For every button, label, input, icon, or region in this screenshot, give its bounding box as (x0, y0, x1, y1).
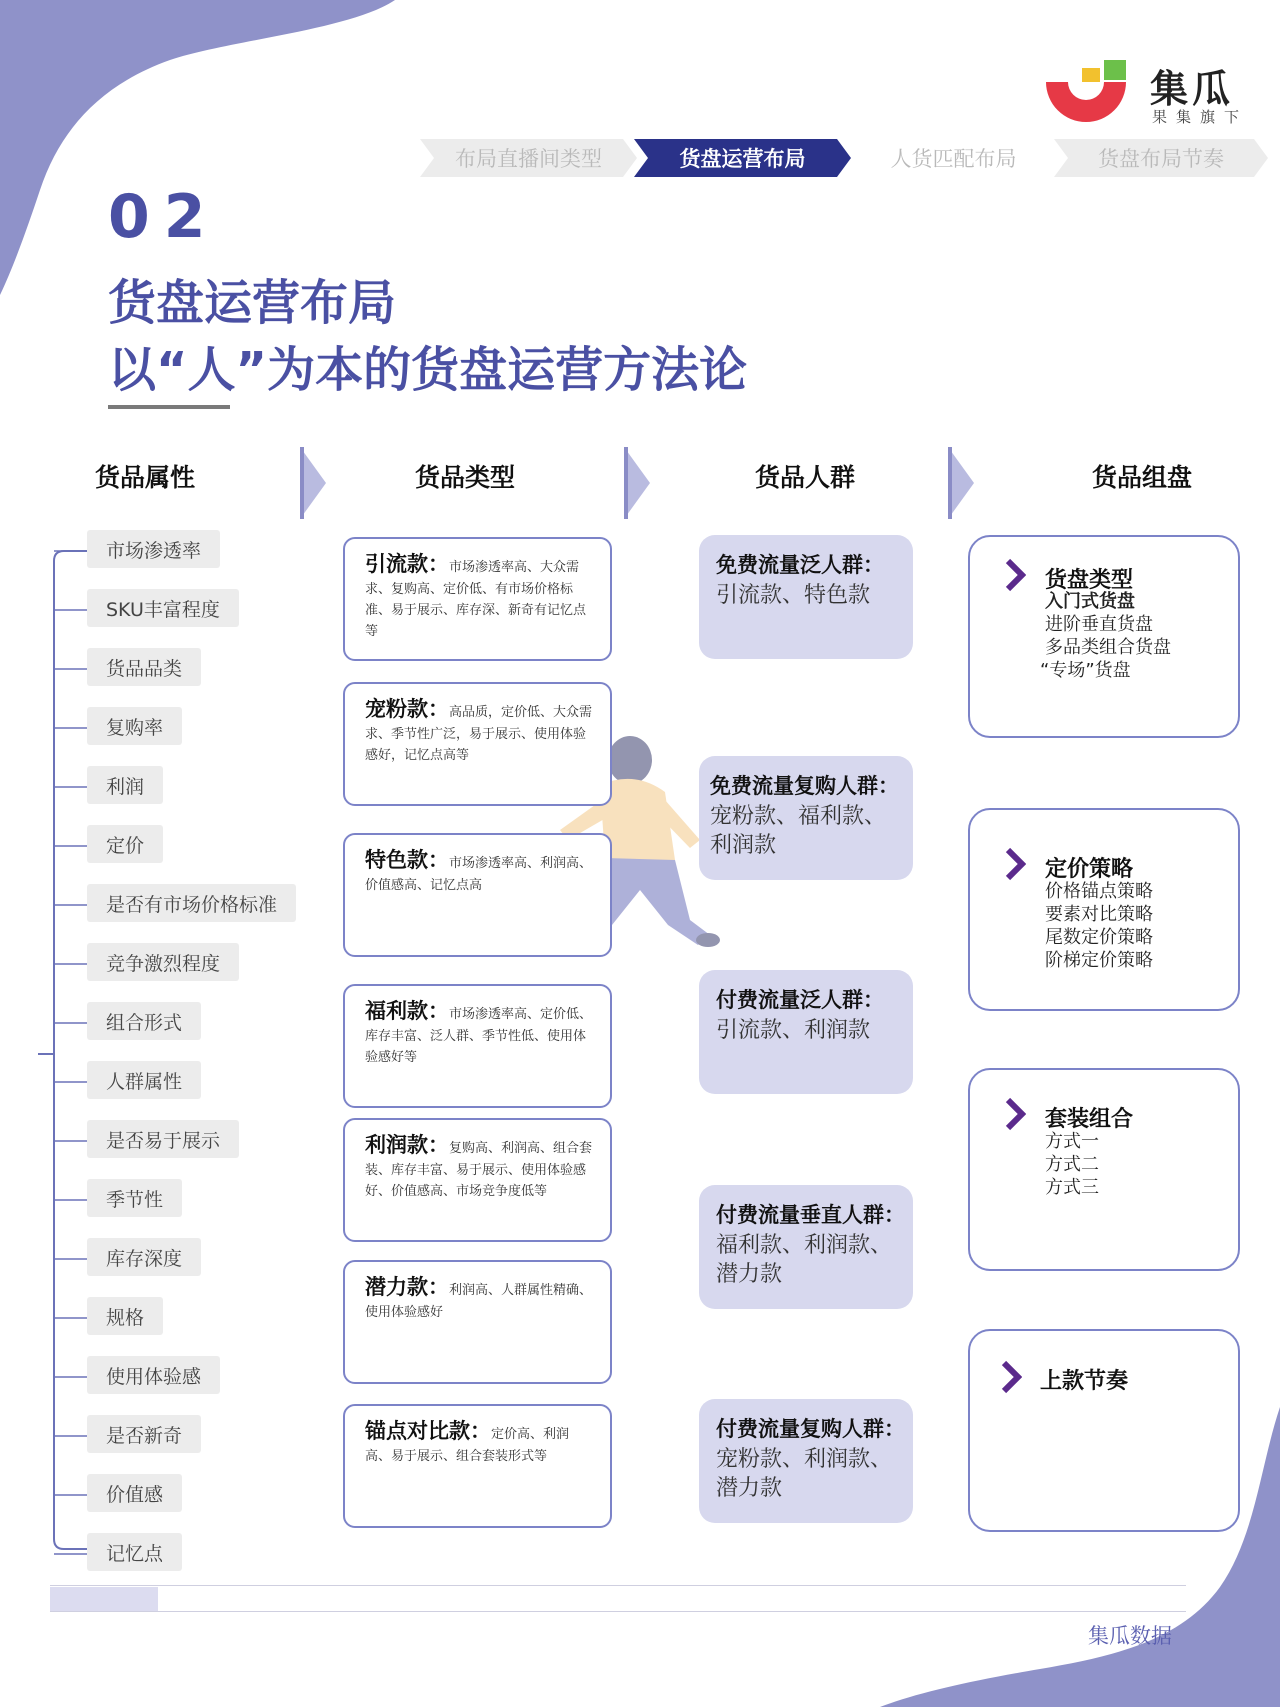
type-description: 利润高、人群属性精确、使用体验感好 (365, 1283, 593, 1320)
crowd-name: 付费流量复购人群： (716, 1417, 905, 1441)
crowd-name: 免费流量复购人群： (710, 774, 899, 798)
group-title: 货盘类型 (1045, 568, 1134, 593)
crowd-items: 引流款、特色款 (716, 583, 871, 608)
chevron-right-icon (1004, 846, 1026, 882)
attribute-item: 季节性 (87, 1179, 182, 1217)
type-name: 锚点对比款： (365, 1419, 491, 1443)
type-name: 潜力款： (365, 1275, 449, 1299)
attribute-item: 库存深度 (87, 1238, 201, 1276)
title-underline (108, 405, 230, 409)
crowd-name: 付费流量垂直人群： (716, 1203, 905, 1227)
type-card-anchor (343, 1404, 612, 1528)
attribute-item: 是否新奇 (87, 1415, 201, 1453)
column-arrow-icon (300, 447, 326, 519)
column-header-attributes: 货品属性 (94, 463, 195, 492)
group-item: 阶梯定价策略 (1045, 950, 1153, 971)
brand-logo-subtitle: 果集旗下 (1152, 108, 1249, 126)
group-item: 进阶垂直货盘 (1045, 614, 1153, 635)
group-card-launch-rhythm (968, 1329, 1240, 1532)
attribute-item: 组合形式 (87, 1002, 201, 1040)
group-title: 上款节奏 (1040, 1369, 1129, 1394)
crowd-name: 付费流量泛人群： (716, 988, 884, 1012)
tab-label: 货盘运营布局 (679, 147, 806, 171)
column-header-crowds: 货品人群 (754, 463, 855, 492)
column-header-types: 货品类型 (414, 463, 515, 492)
decorative-blob-top-left (0, 0, 420, 300)
attribute-tree-bracket (34, 540, 94, 1560)
attribute-item: 记忆点 (87, 1533, 182, 1571)
type-card-traffic (343, 537, 612, 661)
type-card-fan (343, 682, 612, 806)
tab-people-goods-match[interactable] (848, 139, 1059, 177)
type-name: 福利款： (365, 999, 449, 1023)
attribute-item: 是否有市场价格标准 (87, 884, 296, 922)
crowd-items: 福利款、利润款、潜力款 (716, 1233, 893, 1287)
attribute-item: 是否易于展示 (87, 1120, 239, 1158)
footer-divider (50, 1611, 1186, 1612)
attribute-item: 复购率 (87, 707, 182, 745)
chevron-right-icon (1000, 1359, 1022, 1395)
attribute-item: 规格 (87, 1297, 163, 1335)
type-description: 市场渗透率高、定价低、库存丰富、泛人群、季节性低、使用体验感好等 (365, 1007, 593, 1065)
page-title: 货盘运营布局 (108, 275, 397, 331)
group-item: 入门式货盘 (1045, 591, 1135, 612)
type-name: 宠粉款： (365, 697, 449, 721)
brand-logo-icon (1042, 58, 1130, 124)
attribute-item: 利润 (87, 766, 163, 804)
group-title: 定价策略 (1045, 857, 1134, 882)
type-card-welfare (343, 984, 612, 1108)
page-subtitle: 以“人”为本的货盘运营方法论 (108, 342, 748, 398)
crowd-card (699, 1185, 913, 1309)
attribute-item: 使用体验感 (87, 1356, 220, 1394)
section-number: 02 (108, 182, 220, 252)
tab-label: 布局直播间类型 (455, 147, 602, 171)
group-card-pricing (968, 808, 1240, 1011)
chevron-right-icon (1004, 557, 1026, 593)
type-card-profit (343, 1118, 612, 1242)
brand-logo-title: 集瓜 (1150, 67, 1235, 111)
tab-inventory-layout[interactable] (634, 139, 851, 177)
tab-inventory-rhythm[interactable] (1054, 139, 1268, 177)
footer-divider (50, 1585, 1186, 1586)
footer-source: 集瓜数据 (1088, 1624, 1172, 1648)
crowd-card (699, 1399, 913, 1523)
attribute-item: 定价 (87, 825, 163, 863)
crowd-card (699, 970, 913, 1094)
attribute-item: SKU丰富程度 (87, 589, 239, 627)
footer-accent-bar (50, 1587, 158, 1611)
group-card-inventory-type (968, 535, 1240, 738)
crowd-items: 宠粉款、福利款、利润款 (710, 804, 887, 858)
type-card-feature (343, 833, 612, 957)
crowd-items: 宠粉款、利润款、潜力款 (716, 1447, 893, 1501)
tab-label: 人货匹配布局 (890, 147, 1017, 171)
crowd-card (699, 535, 913, 659)
group-item: 方式三 (1045, 1177, 1099, 1198)
type-name: 引流款： (365, 552, 449, 576)
attribute-item: 人群属性 (87, 1061, 201, 1099)
crowd-items: 引流款、利润款 (716, 1018, 871, 1043)
group-item: 多品类组合货盘 (1045, 637, 1171, 658)
attribute-item: 市场渗透率 (87, 530, 220, 568)
crowd-name: 免费流量泛人群： (716, 553, 884, 577)
crowd-card (699, 756, 913, 880)
attribute-item: 价值感 (87, 1474, 182, 1512)
group-item: “专场”货盘 (1040, 660, 1131, 681)
group-card-bundle (968, 1068, 1240, 1271)
column-arrow-icon (948, 447, 974, 519)
attribute-item: 竞争激烈程度 (87, 943, 239, 981)
attribute-item: 货品品类 (87, 648, 201, 686)
chevron-right-icon (1004, 1096, 1026, 1132)
group-item: 方式一 (1045, 1131, 1099, 1152)
tab-label: 货盘布局节奏 (1098, 147, 1224, 171)
column-header-groups: 货品组盘 (1091, 463, 1192, 492)
type-card-potential (343, 1260, 612, 1384)
type-description: 定价高、利润高、易于展示、组合套装形式等 (365, 1427, 570, 1464)
group-item: 价格锚点策略 (1045, 881, 1153, 902)
type-description: 复购高、利润高、组合套装、库存丰富、易于展示、使用体验感好、价值感高、市场竞争度低等 (365, 1141, 593, 1199)
group-item: 尾数定价策略 (1045, 927, 1153, 948)
group-item: 要素对比策略 (1045, 904, 1153, 925)
column-arrow-icon (624, 447, 650, 519)
tab-layout-room-type[interactable] (420, 139, 637, 177)
group-title: 套装组合 (1045, 1107, 1134, 1132)
type-description: 市场渗透率高、利润高、价值感高、记忆点高 (365, 856, 593, 893)
group-item: 方式二 (1045, 1154, 1099, 1175)
type-description: 高品质，定价低、大众需求、季节性广泛，易于展示、使用体验感好，记忆点高等 (365, 705, 593, 763)
type-name: 利润款： (365, 1133, 449, 1157)
type-name: 特色款： (365, 848, 449, 872)
type-description: 市场渗透率高、大众需求、复购高、定价低、有市场价格标准、易于展示、库存深、新奇有记忆点等 (365, 560, 587, 639)
